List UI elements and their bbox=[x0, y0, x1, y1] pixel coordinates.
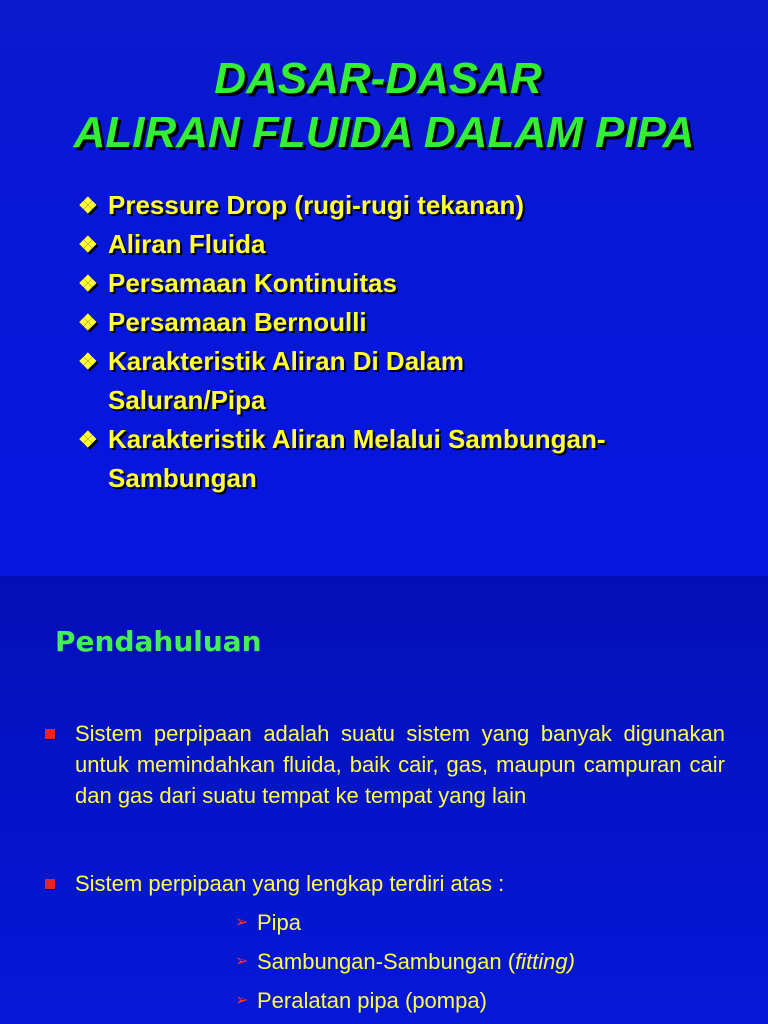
paragraph-text: Sistem perpipaan adalah suatu sistem yang banyak digunakan untuk memindahkan fluida, baik cair, gas, maupun campuran cair dan gas dari suatu tempat ke tempat yang lain bbox=[75, 721, 725, 808]
square-bullet-icon bbox=[45, 729, 55, 739]
topic-item bbox=[78, 225, 718, 264]
paragraph-item bbox=[45, 718, 725, 811]
component-text: Pipa bbox=[257, 910, 302, 935]
arrow-bullet-icon: ➢ bbox=[235, 992, 249, 1009]
diamond-bullet-icon: ❖ bbox=[78, 232, 98, 257]
topic-text: Karakteristik Aliran Melalui Sambungan- bbox=[108, 424, 606, 454]
arrow-bullet-icon: ➢ bbox=[235, 953, 249, 970]
topic-text: Persamaan Kontinuitas bbox=[108, 268, 397, 298]
topic-item bbox=[78, 186, 718, 225]
topic-item bbox=[78, 303, 718, 342]
topic-item bbox=[78, 342, 718, 420]
topic-text: Karakteristik Aliran Di Dalam bbox=[108, 346, 464, 376]
component-text: Peralatan pipa (pompa) bbox=[257, 988, 487, 1013]
diamond-bullet-icon: ❖ bbox=[78, 193, 98, 218]
topic-item bbox=[78, 264, 718, 303]
component-list bbox=[235, 903, 575, 1020]
topic-list bbox=[78, 186, 718, 498]
slide-title-line-1: DASAR-DASAR bbox=[214, 54, 542, 103]
component-text-italic: fitting) bbox=[515, 949, 575, 974]
diamond-bullet-icon: ❖ bbox=[78, 349, 98, 374]
paragraph-item bbox=[45, 868, 725, 899]
diamond-bullet-icon: ❖ bbox=[78, 427, 98, 452]
section-heading: Pendahuluan bbox=[55, 625, 262, 658]
square-bullet-icon bbox=[45, 879, 55, 889]
diamond-bullet-icon: ❖ bbox=[78, 271, 98, 296]
component-item bbox=[235, 903, 575, 942]
topic-text: Saluran/Pipa bbox=[108, 385, 266, 415]
arrow-bullet-icon: ➢ bbox=[235, 914, 249, 931]
topic-text: Persamaan Bernoulli bbox=[108, 307, 367, 337]
component-item bbox=[235, 981, 575, 1020]
diamond-bullet-icon: ❖ bbox=[78, 310, 98, 335]
slide-title-line-2: ALIRAN FLUIDA DALAM PIPA bbox=[73, 108, 695, 157]
component-text: Sambungan-Sambungan ( bbox=[257, 949, 516, 974]
topic-text: Aliran Fluida bbox=[108, 229, 266, 259]
topic-item bbox=[78, 420, 718, 498]
topic-text: Sambungan bbox=[108, 463, 257, 493]
paragraph-text: Sistem perpipaan yang lengkap terdiri atas : bbox=[75, 871, 505, 896]
topic-text: Pressure Drop (rugi-rugi tekanan) bbox=[108, 190, 525, 220]
slide-2 bbox=[0, 576, 768, 1024]
component-item bbox=[235, 942, 575, 981]
